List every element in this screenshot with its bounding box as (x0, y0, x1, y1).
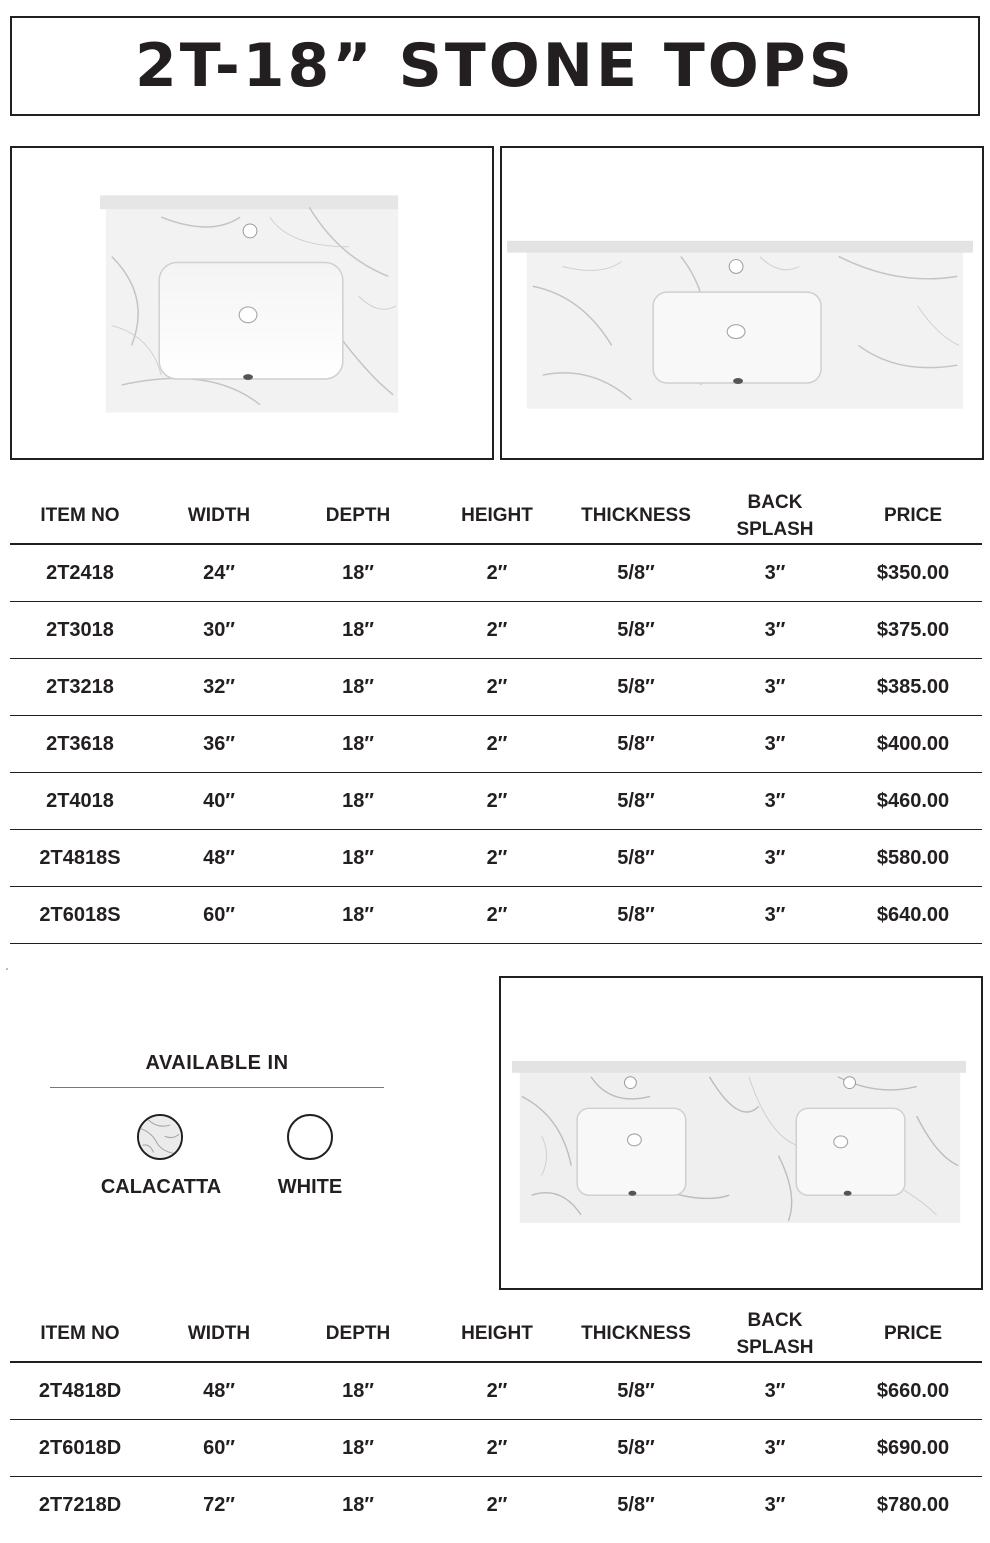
table-row (10, 1420, 982, 1477)
cell-item-no: 2T6018S (10, 887, 150, 944)
cell-height: 2″ (428, 1362, 566, 1420)
cell-depth: 18″ (288, 602, 428, 659)
cell-depth: 18″ (288, 659, 428, 716)
cell-price: $400.00 (844, 716, 982, 773)
col-back-splash-line1: BACK (747, 491, 803, 513)
cell-height: 2″ (428, 544, 566, 602)
table-row (10, 716, 982, 773)
page-title: 2T-18” STONE TOPS (135, 31, 855, 101)
cell-width: 72″ (203, 1493, 235, 1516)
cell-depth: 18″ (288, 830, 428, 887)
col-item-no: ITEM NO (10, 1306, 150, 1362)
table-row (10, 887, 982, 944)
cell-height: 2″ (428, 659, 566, 716)
cell-price: $580.00 (844, 830, 982, 887)
title-box (10, 16, 980, 116)
cell-item-no: 2T3618 (10, 716, 150, 773)
cell-back-splash: 3″ (706, 830, 844, 887)
cell-thickness: 5/8″ (566, 659, 706, 716)
col-depth: DEPTH (288, 488, 428, 544)
cell-back-splash: 3″ (706, 602, 844, 659)
table-header-row (10, 488, 982, 544)
photo-single-sink-small (10, 146, 494, 460)
cell-item-no: 2T3018 (10, 602, 150, 659)
cell-back-splash: 3″ (706, 773, 844, 830)
cell-item-no: 2T7218D (38, 1493, 122, 1516)
cell-price: $350.00 (844, 544, 982, 602)
cell-price: $660.00 (844, 1362, 982, 1420)
cell-price: $375.00 (844, 602, 982, 659)
table-header-row (10, 1306, 982, 1362)
col-back-splash-line1: BACK (747, 1309, 803, 1331)
cell-thickness: 5/8″ (566, 1420, 706, 1477)
cell-price: $385.00 (844, 659, 982, 716)
cell-item-no: 2T2418 (10, 544, 150, 602)
table-row (10, 1477, 982, 1534)
available-in-title: AVAILABLE IN (50, 1052, 384, 1088)
cell-back-splash: 3″ (706, 716, 844, 773)
photo-double-sink (499, 976, 983, 1290)
cell-item-no: 2T4818D (10, 1362, 150, 1420)
cell-height: 2″ (428, 716, 566, 773)
cell-depth: 18″ (288, 1362, 428, 1420)
cell-back-splash: 3″ (706, 887, 844, 944)
cell-thickness: 5/8″ (566, 830, 706, 887)
cell-height: 2″ (428, 602, 566, 659)
vanity-top-image (502, 148, 982, 458)
cell-thickness: 5/8″ (566, 773, 706, 830)
cell-price: $640.00 (844, 887, 982, 944)
vanity-top-image (501, 978, 981, 1288)
cell-width: 40″ (150, 773, 288, 830)
cell-back-splash: 3″ (706, 1362, 844, 1420)
vanity-top-image (12, 148, 492, 458)
cell-width: 36″ (150, 716, 288, 773)
single-sink-spec-table (10, 488, 982, 944)
col-back-splash (706, 1306, 844, 1362)
cell-depth: 18″ (288, 1420, 428, 1477)
cell-thickness: 5/8″ (566, 716, 706, 773)
cell-height: 2″ (428, 1420, 566, 1477)
cell-item-no: 2T3218 (10, 659, 150, 716)
col-back-splash (706, 488, 844, 544)
table-row (10, 773, 982, 830)
cell-height: 2″ (428, 773, 566, 830)
swatch-label-white: WHITE (277, 1176, 343, 1198)
cell-item-no: 2T6018D (10, 1420, 150, 1477)
cell-back-splash: 3″ (706, 659, 844, 716)
cell-width: 24″ (150, 544, 288, 602)
swatch-label-calacatta: CALACATTA (100, 1176, 222, 1198)
col-price: PRICE (844, 1306, 982, 1362)
cell-thickness: 5/8″ (566, 544, 706, 602)
table-row (10, 602, 982, 659)
cell-thickness: 5/8″ (566, 602, 706, 659)
col-price: PRICE (844, 488, 982, 544)
col-back-splash-line2: SPLASH (736, 518, 814, 540)
cell-depth: 18″ (288, 544, 428, 602)
double-sink-spec-table (10, 1306, 982, 1533)
cell-width: 48″ (150, 830, 288, 887)
cell-depth: 18″ (288, 773, 428, 830)
cell-item-no: 2T4018 (10, 773, 150, 830)
photo-single-sink-wide (500, 146, 984, 460)
col-thickness: THICKNESS (566, 1306, 706, 1362)
table-row (10, 659, 982, 716)
cell-width: 30″ (150, 602, 288, 659)
cell-depth: 18″ (342, 1493, 374, 1516)
cell-thickness: 5/8″ (566, 1362, 706, 1420)
col-width: WIDTH (150, 1306, 288, 1362)
available-in-section (50, 1052, 384, 1098)
cell-depth: 18″ (288, 887, 428, 944)
cell-width: 32″ (150, 659, 288, 716)
cell-back-splash: 3″ (764, 1493, 786, 1516)
col-height: HEIGHT (428, 488, 566, 544)
cell-price: $460.00 (844, 773, 982, 830)
cell-height: 2″ (428, 830, 566, 887)
table-row (10, 830, 982, 887)
cell-thickness: 5/8″ (617, 1493, 655, 1516)
white-swatch-icon (287, 1114, 333, 1160)
cell-width: 60″ (150, 887, 288, 944)
col-thickness: THICKNESS (566, 488, 706, 544)
cell-thickness: 5/8″ (566, 887, 706, 944)
cell-price: $690.00 (844, 1420, 982, 1477)
col-height: HEIGHT (428, 1306, 566, 1362)
cell-price: $780.00 (876, 1493, 950, 1516)
col-width: WIDTH (150, 488, 288, 544)
cell-width: 60″ (150, 1420, 288, 1477)
table-row (10, 1362, 982, 1420)
calacatta-marble-swatch-icon (137, 1114, 183, 1160)
stray-mark (6, 968, 8, 970)
col-item-no: ITEM NO (10, 488, 150, 544)
cell-back-splash: 3″ (706, 1420, 844, 1477)
cell-back-splash: 3″ (706, 544, 844, 602)
col-back-splash-line2: SPLASH (736, 1336, 814, 1358)
cell-height: 2″ (486, 1493, 508, 1516)
table-row (10, 544, 982, 602)
col-depth: DEPTH (288, 1306, 428, 1362)
cell-item-no: 2T4818S (10, 830, 150, 887)
cell-height: 2″ (428, 887, 566, 944)
cell-width: 48″ (150, 1362, 288, 1420)
cell-depth: 18″ (288, 716, 428, 773)
